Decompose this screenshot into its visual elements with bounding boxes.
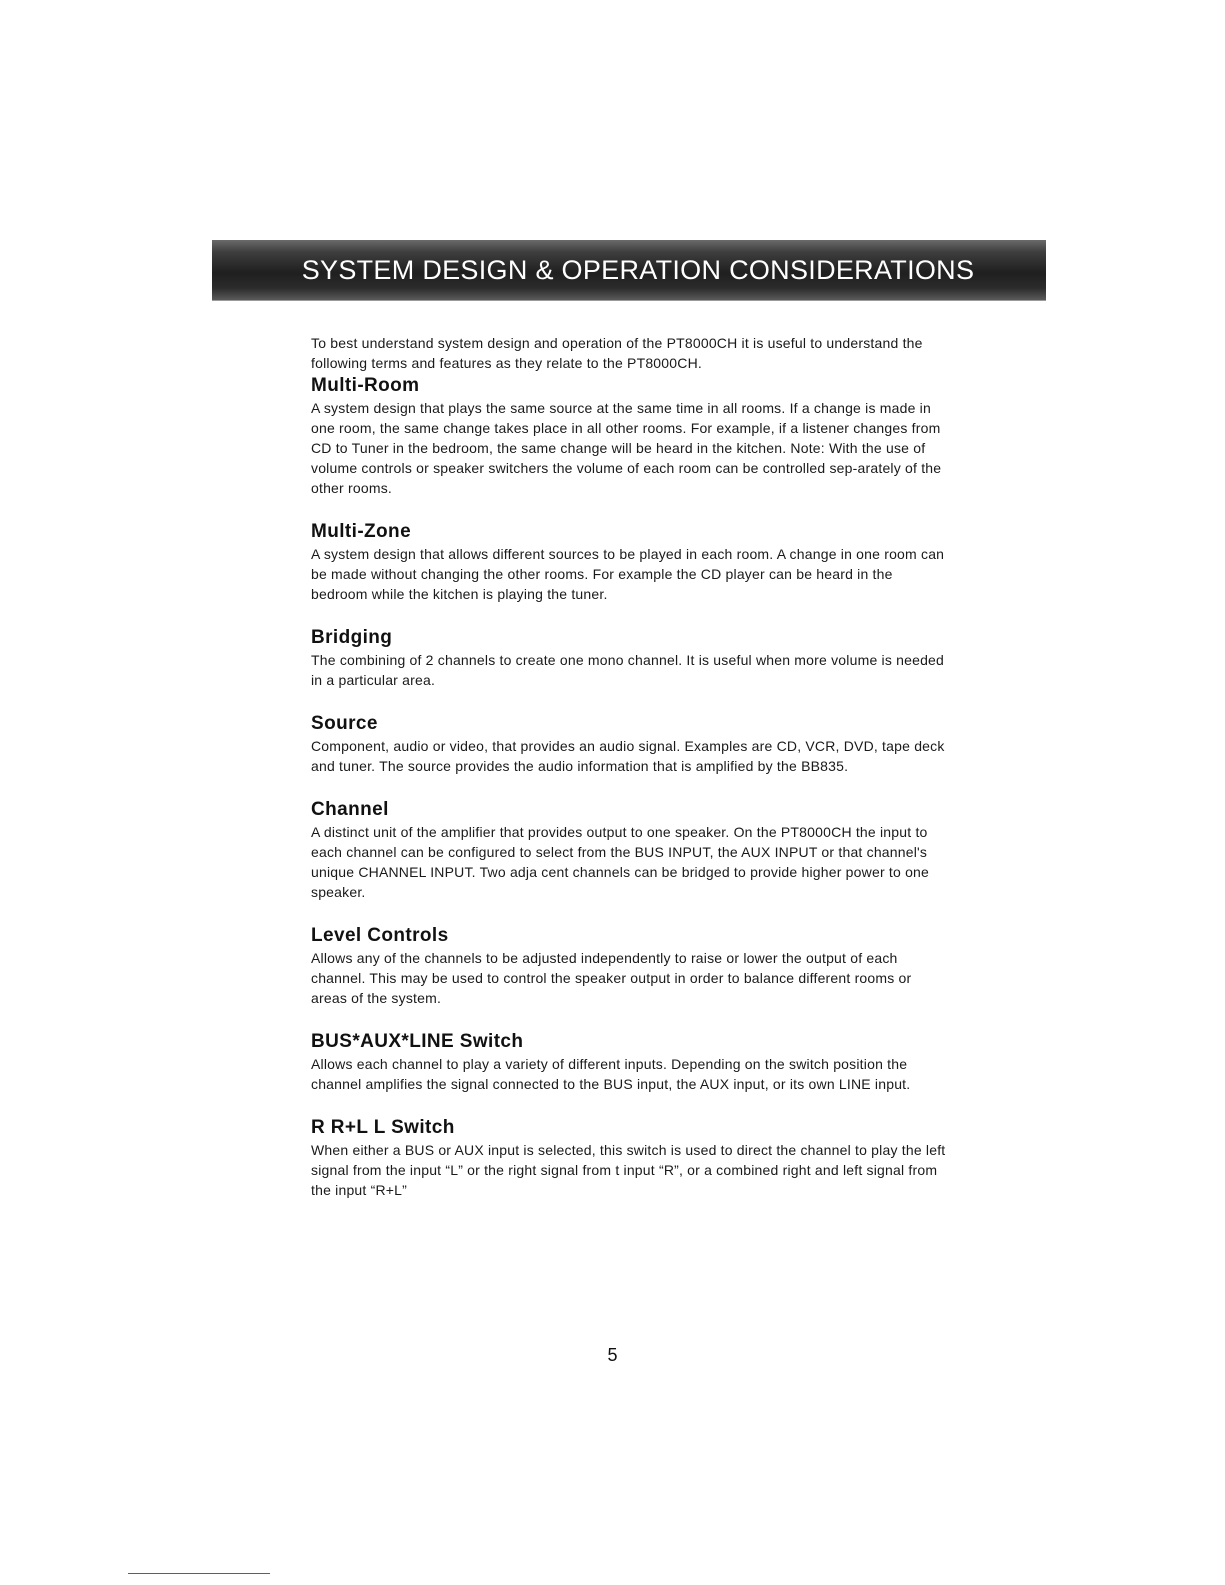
term-source — [311, 712, 951, 776]
term-body: The combining of 2 channels to create one mono channel. It is useful when more volume is needed in a particular area. — [311, 652, 945, 688]
term-title: Channel — [311, 799, 389, 820]
term-r-rl-l-switch — [311, 1116, 951, 1200]
term-body: When either a BUS or AUX input is selected, this switch is used to direct the channel to play the left signal from the input “L” or the right signal from t input “R”, or a combined right and left signal from the input “R+L” — [311, 1142, 946, 1198]
term-title: Multi-Zone — [311, 521, 412, 542]
term-multi-zone — [311, 520, 951, 604]
page-number: 5 — [607, 1345, 618, 1365]
term-title: Level Controls — [311, 925, 449, 946]
term-level-controls — [311, 924, 951, 1008]
term-body: A system design that plays the same source at the same time in all rooms. If a change is made in one room, the same change takes place in all other rooms. For example, if a listener changes from CD to Tuner in the bedroom, the same change will be heard in the kitchen. Note: With the use of volume controls or speaker switchers the volume of each room can be controlled sep-arately of the other rooms. — [311, 400, 942, 496]
term-body: Allows any of the channels to be adjusted independently to raise or lower the output of each channel. This may be used to control the speaker output in order to balance different rooms or areas of the system. — [311, 950, 912, 1006]
term-multi-room — [311, 374, 951, 498]
term-body: Allows each channel to play a variety of different inputs. Depending on the switch position the channel amplifies the signal connected to the BUS input, the AUX input, or its own LINE input. — [311, 1056, 911, 1092]
section-title: SYSTEM DESIGN & OPERATION CONSIDERATIONS — [301, 254, 975, 285]
term-body: A distinct unit of the amplifier that provides output to one speaker. On the PT8000CH the input to each channel can be configured to select from the BUS INPUT, the AUX INPUT or that channel's unique CHANNEL INPUT. Two adja cent channels can be bridged to provide higher power to one speaker. — [311, 824, 930, 900]
term-body: A system design that allows different sources to be played in each room. A change in one room can be made without changing the other rooms. For example the CD player can be heard in the bedroom while the kitchen is playing the tuner. — [311, 546, 945, 602]
term-channel — [311, 798, 951, 902]
section-banner — [212, 240, 1046, 301]
term-bridging — [311, 626, 951, 690]
term-title: Multi-Room — [311, 375, 420, 396]
term-title: BUS*AUX*LINE Switch — [311, 1031, 524, 1052]
term-title: Bridging — [311, 627, 393, 648]
term-title: Source — [311, 713, 378, 734]
content-body — [311, 333, 951, 1200]
term-bus-aux-line-switch — [311, 1030, 951, 1094]
term-body: Component, audio or video, that provides an audio signal. Examples are CD, VCR, DVD, tape deck and tuner. The source provides the audio information that is amplified by the BB835. — [311, 738, 945, 774]
footer-rule — [128, 1573, 270, 1574]
term-title: R R+L L Switch — [311, 1117, 455, 1138]
intro-paragraph: To best understand system design and operation of the PT8000CH it is useful to understand the following terms and features as they relate to the PT8000CH. — [311, 335, 923, 371]
